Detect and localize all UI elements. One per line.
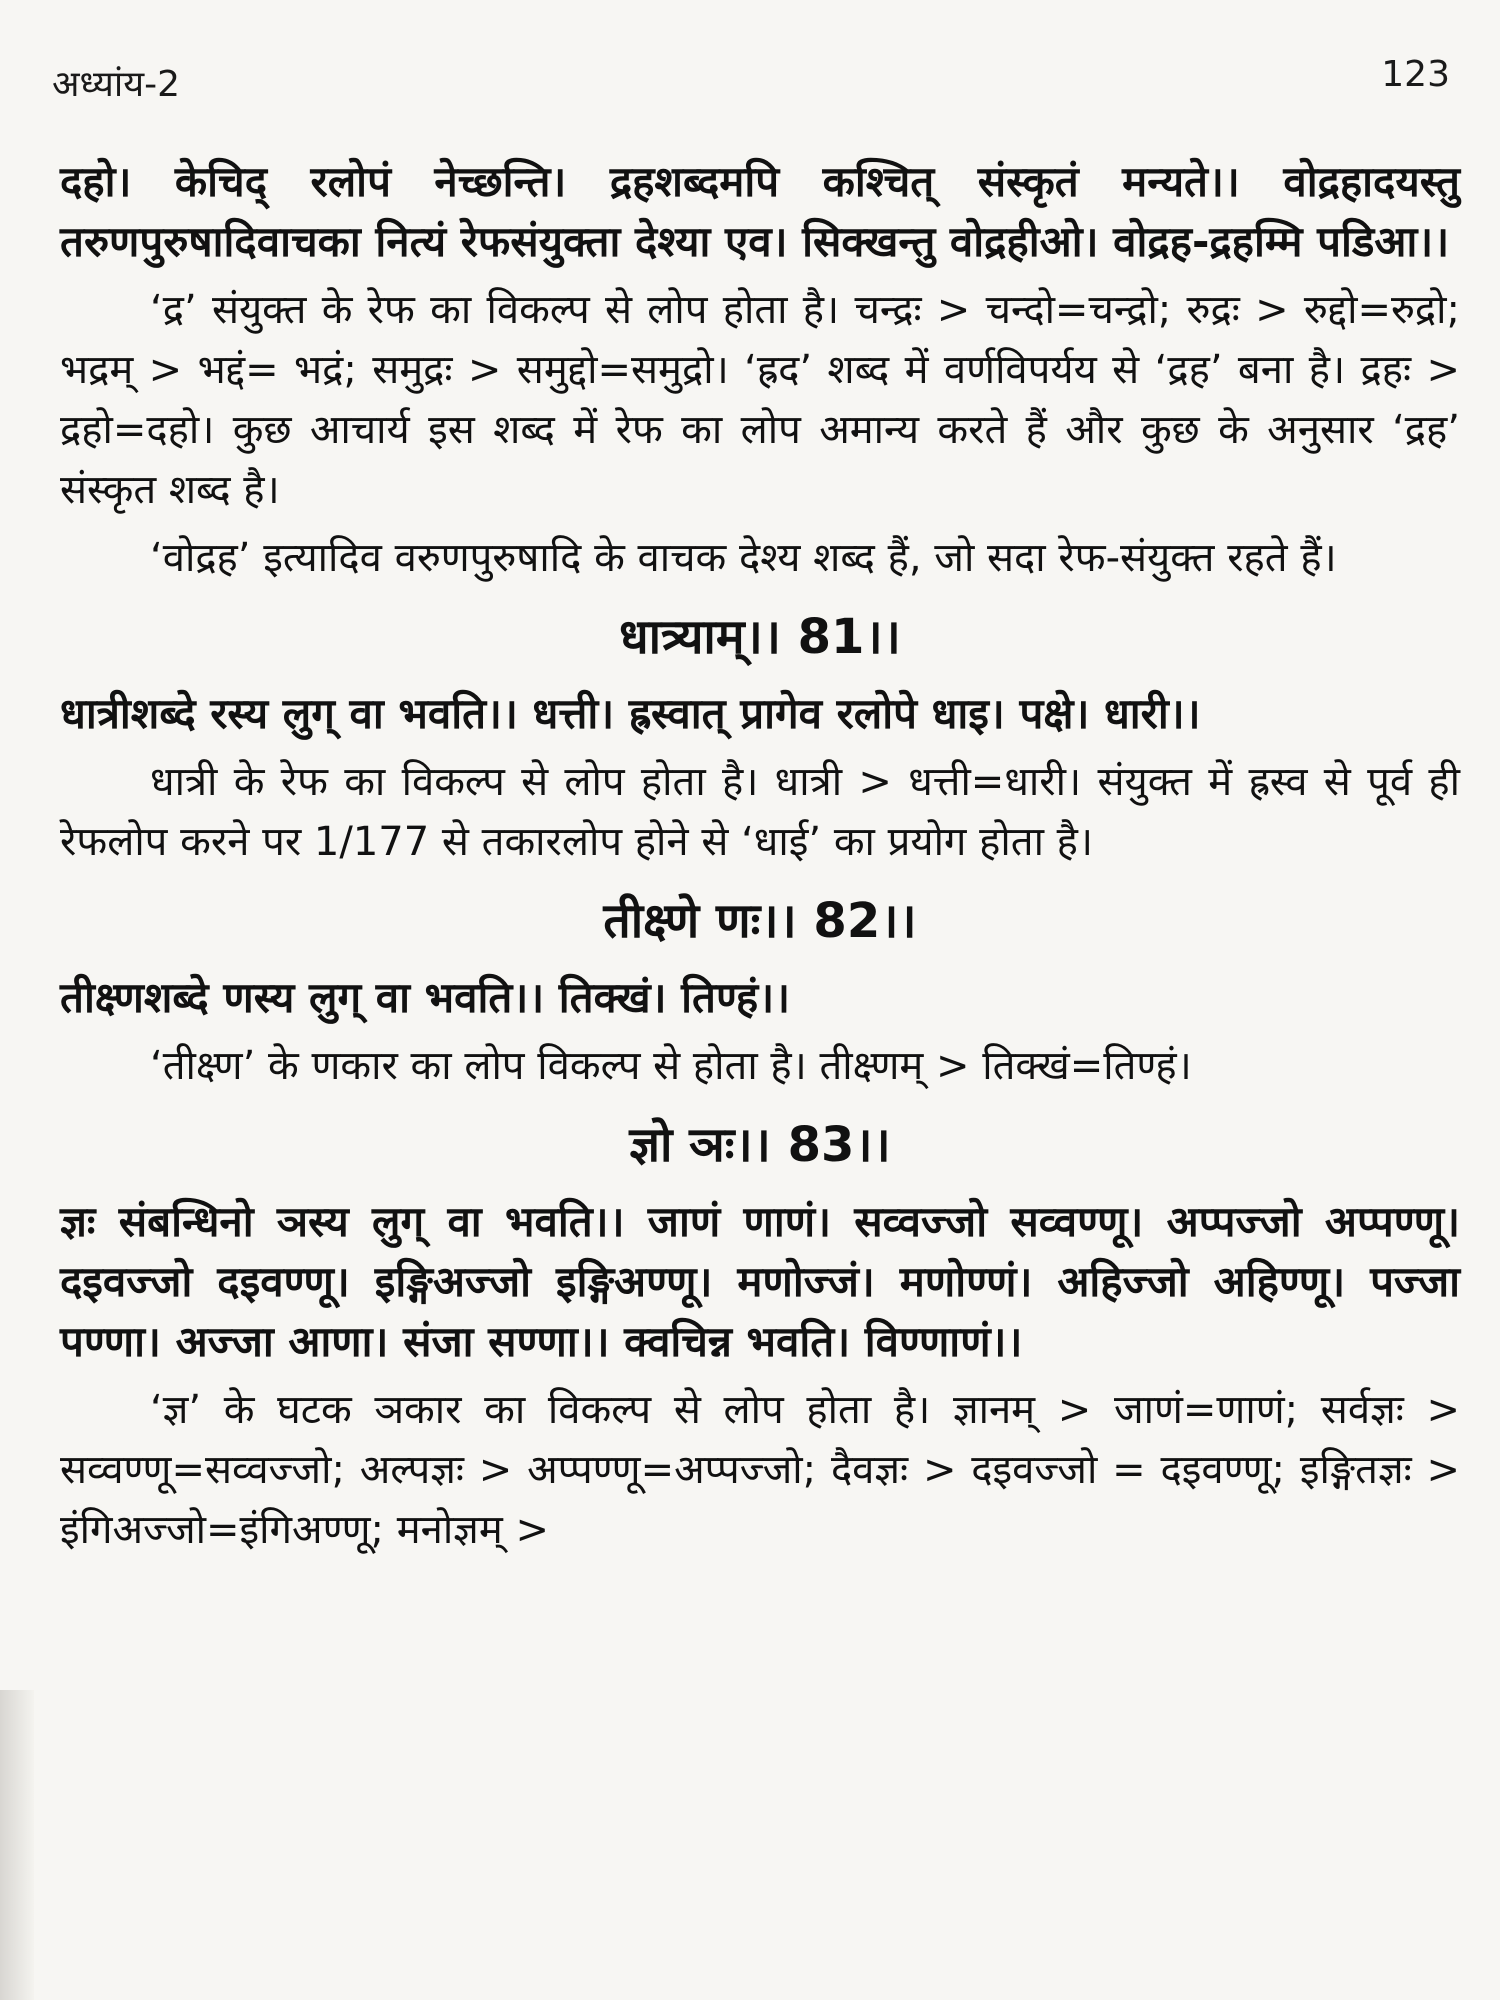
- page-edge-shadow: [0, 1690, 34, 2000]
- sutra-81-sanskrit: धात्रीशब्दे रस्य लुग् वा भवति।। धत्ती। ह्रस्वात् प्रागेव रलोपे धाइ। पक्षे। धारी।।: [60, 689, 1201, 738]
- sutra-83-sanskrit: ज्ञः संबन्धिनो ञस्य लुग् वा भवति।। जाणं णाणं। सव्वज्जो सव्वण्णू। अप्पज्जो अप्पण्णू। दइवज्जो दइवण्णू। इङ्गिअज्जो इङ्गिअण्णू। मणोज्जं। मणोण्णं। अहिज्जो अहिण्णू। पज्जा पण्णा। अज्जा आणा। संजा सण्णा।। क्वचिन्न भवति। विण्णाणं।।: [60, 1197, 1460, 1366]
- sutra-82-sanskrit: तीक्ष्णशब्दे णस्य लुग् वा भवति।। तिक्खं। तिण्हं।।: [60, 973, 791, 1022]
- intro-hindi-paragraph-2: ‘वोद्रह’ इत्यादिव वरुणपुरुषादि के वाचक देश्य शब्द हैं, जो सदा रेफ-संयुक्त रहते हैं।: [150, 535, 1337, 581]
- sutra-83-heading: ज्ञो ञः।। 83।।: [629, 1117, 891, 1173]
- intro-sanskrit-paragraph: दहो। केचिद् रलोपं नेच्छन्ति। द्रहशब्दमपि कश्चित् संस्कृतं मन्यते।। वोद्रहादयस्तु तरुणपुरुषादिवाचका नित्यं रेफसंयुक्ता देश्या एव। सिक्खन्तु वोद्रहीओ। वोद्रह-द्रहम्मि पडिआ।।: [60, 157, 1460, 266]
- sutra-81-heading: धात्र्याम्।। 81।।: [619, 609, 901, 665]
- sutra-82-heading: तीक्ष्णे णः।। 82।।: [603, 893, 917, 949]
- sutra-81-hindi: धात्री के रेफ का विकल्प से लोप होता है। धात्री > धत्ती=धारी। संयुक्त में ह्रस्व से पूर्व ही रेफलोप करने पर 1/177 से तकारलोप होने से ‘धाई’ का प्रयोग होता है।: [60, 759, 1460, 865]
- sutra-83-hindi: ‘ज्ञ’ के घटक ञकार का विकल्प से लोप होता है। ज्ञानम् > जाणं=णाणं; सर्वज्ञः > सव्वण्णू=सव्वज्जो; अल्पज्ञः > अप्पण्णू=अप्पज्जो; दैवज्ञः > दइवज्जो = दइवण्णू; इङ्गितज्ञः > इंगिअज्जो=इंगिअण्णू; मनोज्ञम् >: [60, 1387, 1460, 1553]
- intro-hindi-paragraph-1: ‘द्र’ संयुक्त के रेफ का विकल्प से लोप होता है। चन्द्रः > चन्दो=चन्द्रो; रुद्रः > रुद्दो=रुद्रो; भद्रम् > भद्दं= भद्रं; समुद्रः > समुद्दो=समुद्रो। ‘ह्रद’ शब्द में वर्णविपर्यय से ‘द्रह’ बना है। द्रहः > द्रहो=दहो। कुछ आचार्य इस शब्द में रेफ का लोप अमान्य करते हैं और कुछ के अनुसार ‘द्रह’ संस्कृत शब्द है।: [60, 287, 1460, 513]
- page-content: [60, 152, 1460, 1568]
- chapter-label: अध्यांय-2: [52, 64, 181, 105]
- page-number: 123: [1381, 54, 1450, 95]
- page-header: [52, 54, 1460, 118]
- sutra-82-hindi: ‘तीक्ष्ण’ के णकार का लोप विकल्प से होता है। तीक्ष्णम् > तिक्खं=तिण्हं।: [150, 1043, 1192, 1089]
